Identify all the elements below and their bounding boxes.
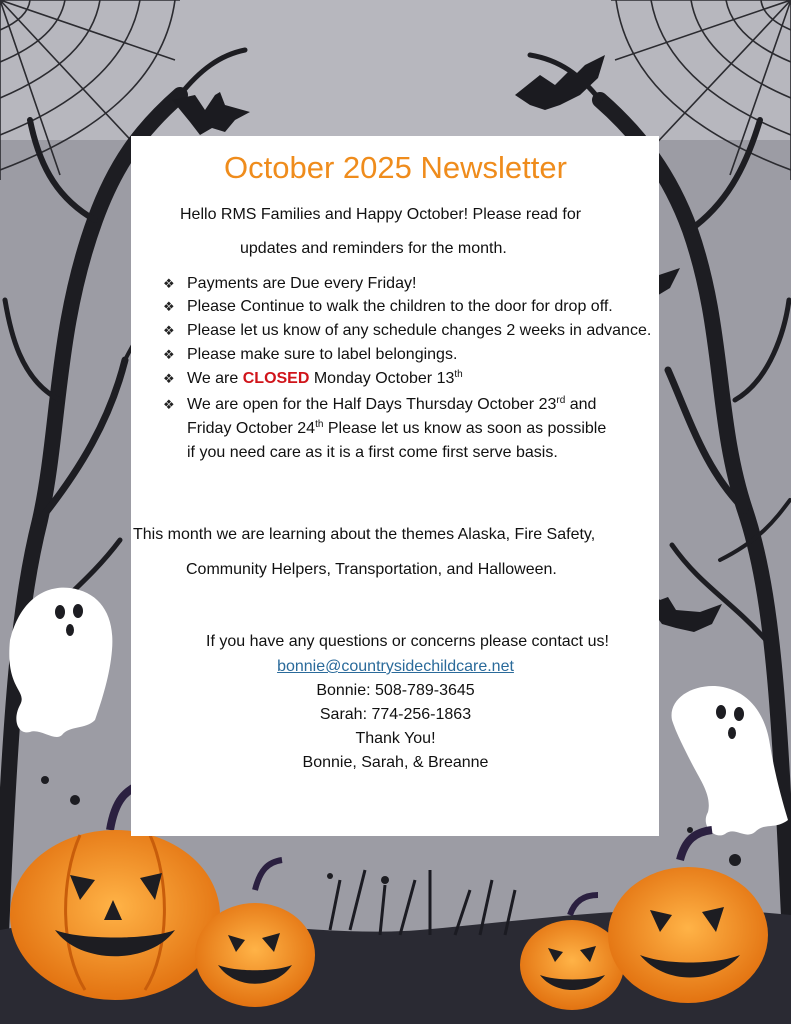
bullet-icon: ❖	[163, 299, 175, 314]
list-item-half-days-line3: if you need care as it is a first come first serve basis.	[187, 444, 558, 461]
bullet-icon: ❖	[163, 397, 175, 412]
bullet-icon: ❖	[163, 276, 175, 291]
half-line2a: Friday October 24	[187, 420, 316, 437]
list-item-half-days	[187, 395, 596, 414]
email-link-row	[0, 657, 791, 676]
closed-post: Monday October 13	[309, 370, 455, 387]
themes-line-1: This month we are learning about the themes Alaska, Fire Safety,	[133, 526, 596, 543]
thank-you: Thank You!	[355, 730, 436, 747]
half-a: We are open for the Half Days Thursday October 23	[187, 396, 557, 413]
closed-pre: We are	[187, 370, 243, 387]
list-item-walk: Please Continue to walk the children to the door for drop off.	[187, 298, 613, 315]
bullet-icon: ❖	[163, 347, 175, 362]
closed-sup: th	[454, 369, 463, 380]
list-item-label: Please make sure to label belongings.	[187, 346, 458, 363]
page-title: October 2025 Newsletter	[224, 150, 567, 185]
list-item-schedule: Please let us know of any schedule changes 2 weeks in advance.	[187, 322, 652, 339]
closed-word: CLOSED	[242, 370, 310, 387]
contact-prompt: If you have any questions or concerns please contact us!	[206, 633, 609, 650]
intro-line-1: Hello RMS Families and Happy October! Please read for	[180, 206, 582, 223]
themes-line-2: Community Helpers, Transportation, and Halloween.	[186, 561, 557, 578]
list-item-half-days-line2	[187, 419, 606, 438]
list-item-payments: Payments are Due every Friday!	[187, 275, 417, 292]
contact-bonnie: Bonnie: 508-789-3645	[316, 682, 475, 699]
intro-line-2: updates and reminders for the month.	[240, 240, 507, 257]
half-sup1: rd	[556, 395, 566, 406]
half-line2b: Please let us know as soon as possible	[323, 420, 607, 437]
email-link[interactable]: bonnie@countrysidechildcare.net	[277, 658, 514, 675]
signature: Bonnie, Sarah, & Breanne	[302, 754, 489, 771]
half-b: and	[565, 396, 597, 413]
bullet-icon: ❖	[163, 371, 175, 386]
list-item-closed	[187, 369, 463, 388]
contact-sarah: Sarah: 774-256-1863	[319, 706, 472, 723]
bullet-icon: ❖	[163, 323, 175, 338]
half-sup2: th	[315, 419, 324, 430]
